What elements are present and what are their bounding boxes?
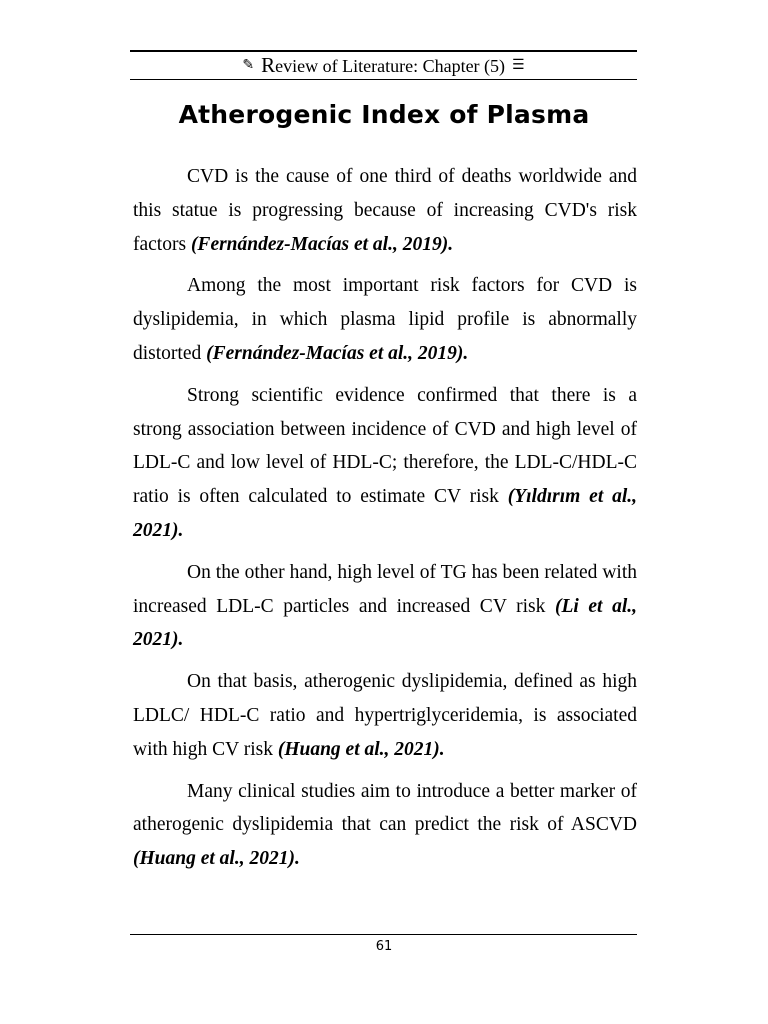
running-head-rest: eview of Literature: Chapter (5) — [275, 55, 506, 76]
paragraph-text: Strong scientific evidence confirmed that there is a strong association between incidence of CVD and high level of LDL-C and low level of HDL-C; therefore, the LDL-C/HDL-C ratio is often calculated to estimate CV risk — [133, 384, 637, 508]
footer-rule — [130, 934, 637, 935]
paragraph — [133, 556, 637, 657]
running-head-initial: R — [261, 52, 276, 77]
citation: (Huang et al., 2021). — [277, 738, 445, 760]
page-number: 61 — [375, 939, 393, 954]
paragraph-text: Among the most important risk factors for CVD is dyslipidemia, in which plasma lipid profile is abnormally distorted — [133, 275, 637, 364]
citation: (Fernández-Macías et al., 2019). — [190, 233, 454, 255]
paragraph-text: On the other hand, high level of TG has been related with increased LDL-C particles and increased CV risk — [133, 561, 637, 617]
paragraph — [133, 160, 637, 261]
paragraph — [133, 379, 637, 548]
section-title: Atherogenic Index of Plasma — [178, 100, 590, 129]
paragraph-text: On that basis, atherogenic dyslipidemia, defined as high LDLC/ HDL-C ratio and hypertriglyceridemia, is associated with high CV risk — [133, 671, 637, 760]
header-bottom-rule — [130, 79, 637, 80]
paragraph-text: CVD is the cause of one third of deaths worldwide and this statue is progressing because of increasing CVD's risk factors — [133, 166, 637, 255]
paragraph-text: Many clinical studies aim to introduce a better marker of atherogenic dyslipidemia that can predict the risk of ASCVD — [133, 780, 637, 836]
citation: (Fernández-Macías et al., 2019). — [206, 342, 469, 364]
citation: (Yıldırım et al., 2021). — [133, 486, 637, 541]
body-text — [133, 160, 637, 884]
citation: (Li et al., 2021). — [133, 595, 637, 651]
paragraph — [133, 665, 637, 766]
paragraph — [133, 775, 637, 876]
citation: (Huang et al., 2021). — [133, 848, 300, 870]
pencil-icon: ✎ — [242, 57, 255, 73]
running-head — [130, 53, 637, 77]
paragraph — [133, 269, 637, 370]
books-icon: ☰ — [512, 57, 525, 73]
running-head-text — [261, 53, 505, 78]
